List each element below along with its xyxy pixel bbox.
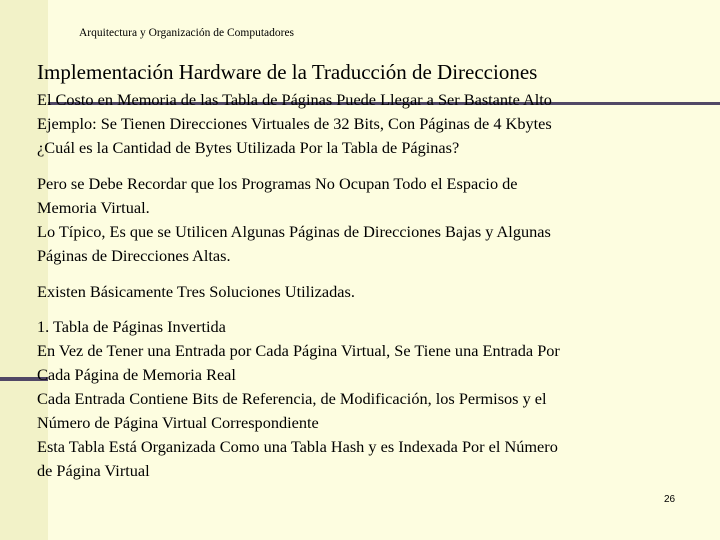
remember-line: Páginas de Direcciones Altas. (37, 246, 231, 265)
page-number: 26 (664, 494, 676, 505)
solutions-line: Existen Básicamente Tres Soluciones Utilizadas. (37, 282, 355, 301)
intro-line: El Costo en Memoria de las Tabla de Páginas Puede Llegar a Ser Bastante Alto (37, 90, 552, 109)
inverted-table-paragraph (37, 315, 707, 483)
course-header: Arquitectura y Organización de Computadores (79, 27, 295, 39)
inverted-line: Número de Página Virtual Correspondiente (37, 413, 319, 432)
solutions-paragraph (37, 280, 707, 304)
remember-line: Memoria Virtual. (37, 198, 150, 217)
inverted-line: Cada Entrada Contiene Bits de Referencia, de Modificación, los Permisos y el (37, 389, 547, 408)
remember-line: Lo Típico, Es que se Utilicen Algunas Páginas de Direcciones Bajas y Algunas (37, 222, 551, 241)
remember-paragraph (37, 172, 707, 268)
slide-title: Implementación Hardware de la Traducción de Direcciones (37, 60, 538, 84)
inverted-line: de Página Virtual (37, 461, 150, 480)
intro-line: Ejemplo: Se Tienen Direcciones Virtuales de 32 Bits, Con Páginas de 4 Kbytes (37, 114, 552, 133)
remember-line: Pero se Debe Recordar que los Programas No Ocupan Todo el Espacio de (37, 174, 518, 193)
inverted-line: Cada Página de Memoria Real (37, 365, 236, 384)
inverted-line: Esta Tabla Está Organizada Como una Tabla Hash y es Indexada Por el Número (37, 437, 558, 456)
intro-paragraph (37, 88, 707, 160)
intro-line: ¿Cuál es la Cantidad de Bytes Utilizada Por la Tabla de Páginas? (37, 138, 460, 157)
inverted-line: 1. Tabla de Páginas Invertida (37, 317, 226, 336)
inverted-line: En Vez de Tener una Entrada por Cada Página Virtual, Se Tiene una Entrada Por (37, 341, 560, 360)
